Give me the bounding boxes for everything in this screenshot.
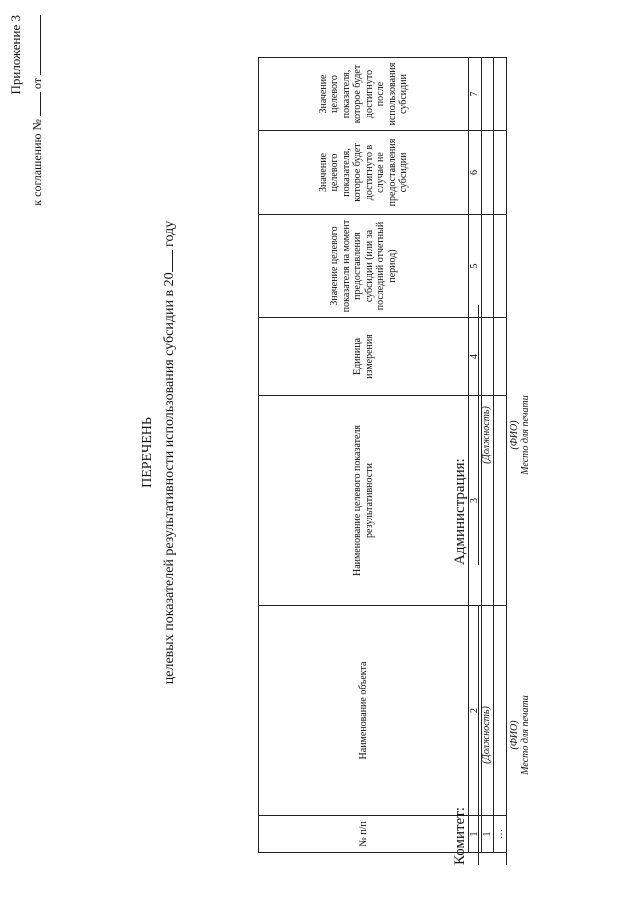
header-cell: Значение целевого показателя, которое будет достигнуто после использования субсидии	[259, 58, 469, 131]
agreement-from: от	[30, 78, 44, 90]
header-cell: Значение целевого показателя на момент предоставления субсидии (или за последний отчетный период)	[259, 215, 469, 318]
column-number: 3	[469, 396, 482, 606]
table-cell	[494, 131, 507, 215]
column-number: 2	[469, 606, 482, 816]
header-cell: Наименование целевого показателя результативности	[259, 396, 469, 606]
agreement-number-blank	[28, 92, 41, 116]
row-number: 1	[481, 816, 494, 853]
administration-title: Администрация:	[452, 458, 468, 565]
agreement-date-blank	[28, 15, 41, 75]
administration-signature	[478, 305, 531, 565]
subtitle-part-a: целевых показателей результативности использования субсидии в 20	[162, 272, 177, 685]
column-number: 6	[469, 131, 482, 215]
indicators-table	[258, 57, 507, 853]
document-title: ПЕРЕЧЕНЬ	[140, 417, 155, 488]
table-cell	[481, 131, 494, 215]
table-cell	[494, 215, 507, 318]
administration-name-caption: (ФИО)	[506, 305, 520, 565]
column-number: 5	[469, 215, 482, 318]
column-number: 4	[469, 318, 482, 396]
table-cell	[494, 58, 507, 131]
table-cell	[481, 58, 494, 131]
committee-seal-caption: Место для печати	[520, 695, 531, 775]
committee-position-caption: (Должность)	[478, 605, 492, 865]
administration-seal-caption: Место для печати	[520, 395, 531, 475]
year-blank	[160, 250, 173, 272]
agreement-line	[28, 15, 45, 345]
administration-position-caption: (Должность)	[478, 305, 492, 565]
column-number: 1	[469, 816, 482, 853]
committee-name-caption: (ФИО)	[506, 605, 520, 865]
header-cell: № п/п	[259, 816, 469, 853]
header-cell: Единица измерения	[259, 318, 469, 396]
appendix-title: Приложение 3	[8, 15, 23, 95]
table-header-row	[259, 58, 469, 853]
table-cell	[481, 215, 494, 318]
committee-signature	[478, 605, 531, 865]
committee-title: Комитет:	[452, 807, 468, 865]
column-number: 7	[469, 58, 482, 131]
agreement-prefix: к соглашению №	[30, 119, 44, 206]
header-cell: Значение целевого показателя, которое будет достигнуто в случае не предоставления субсидии	[259, 131, 469, 215]
subtitle-part-b: году	[162, 220, 177, 247]
document-subtitle	[160, 0, 178, 905]
header-cell: Наименование объекта	[259, 606, 469, 816]
row-number: …	[494, 816, 507, 853]
